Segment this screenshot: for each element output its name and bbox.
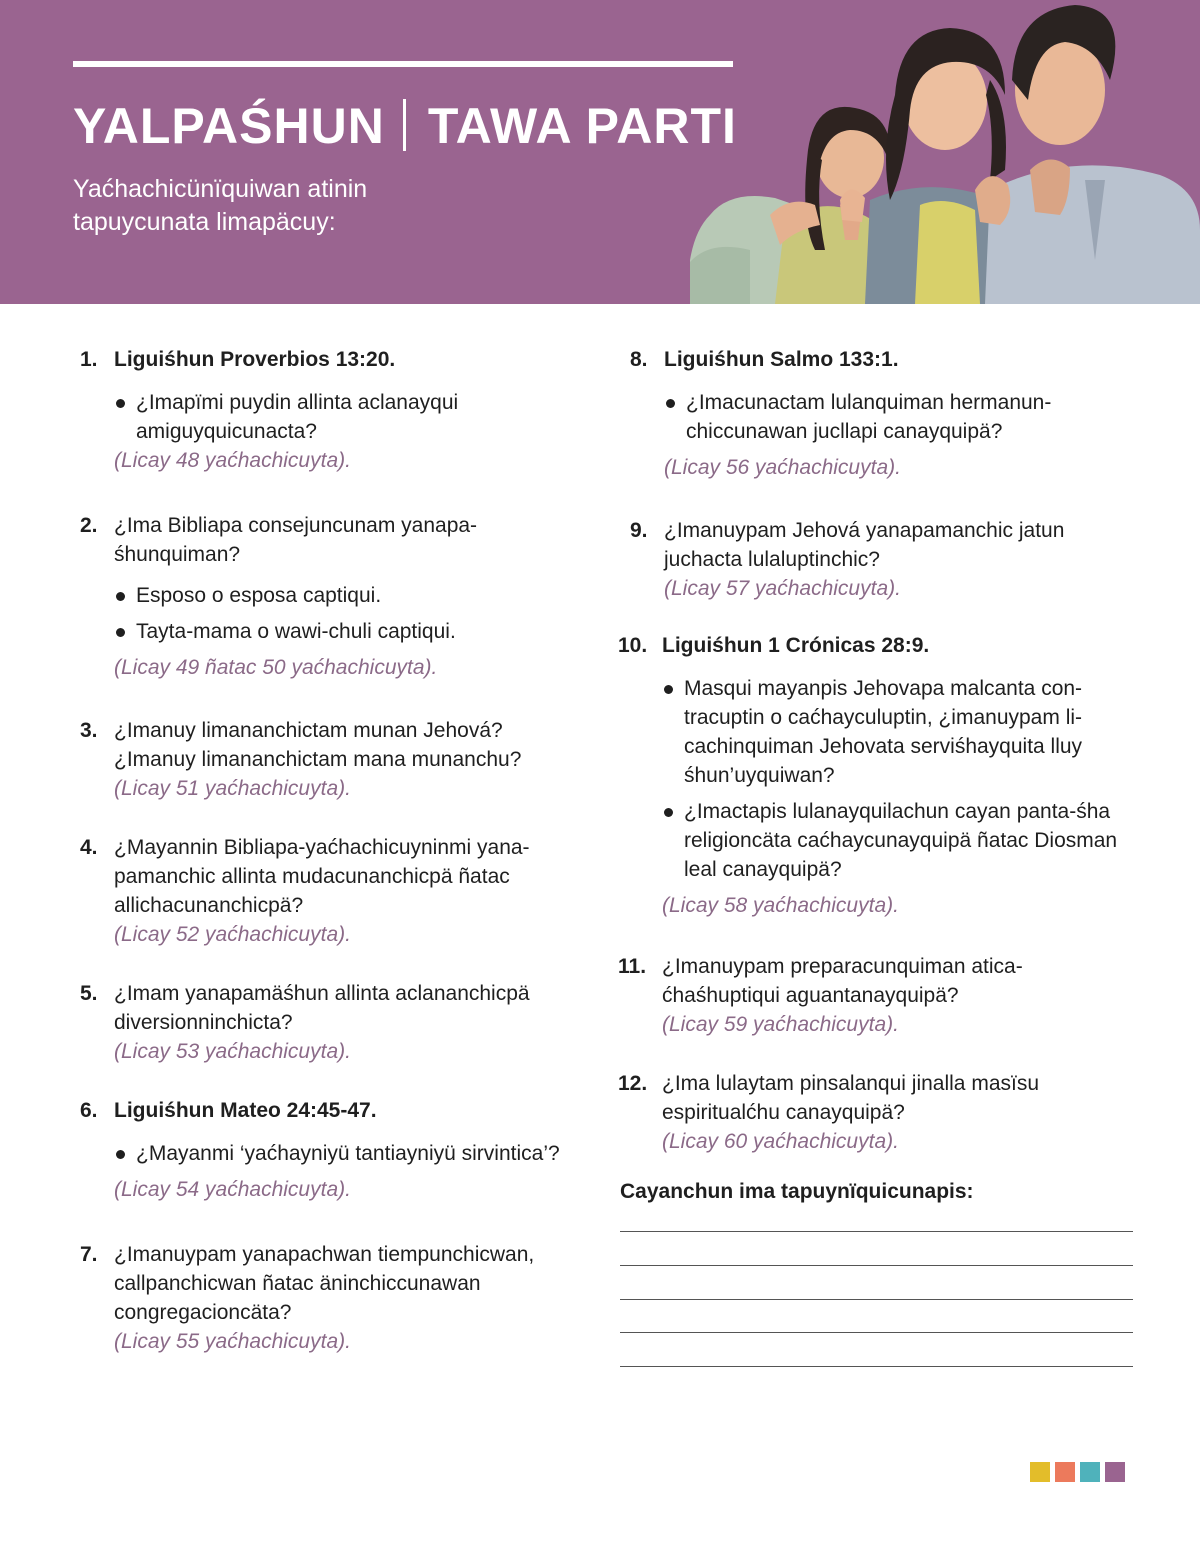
question-9 <box>618 516 1138 603</box>
swatch-teal <box>1080 1462 1100 1482</box>
question-4 <box>80 833 580 949</box>
color-swatches <box>1030 1462 1125 1482</box>
question-text: ¿Imanuypam yanapachwan tiempunchicwan, callpanchicwan ñatac äninchiccunawan congregacioncäta? <box>114 1243 535 1324</box>
question-text: ¿Imanuypam preparacunquiman atica-ćhaśhuptiqui aguantanayquipä? <box>662 955 1023 1007</box>
notes-line[interactable] <box>620 1332 1133 1333</box>
question-text: ¿Ima Bibliapa consejuncunam yanapa-śhunquiman? <box>114 514 478 566</box>
question-1 <box>80 345 580 475</box>
title-left: YALPAŚHUN <box>73 98 385 154</box>
question-number: 12. <box>618 1072 648 1095</box>
question-text: Liguiśhun Proverbios 13:20. <box>114 348 396 371</box>
question-number: 7. <box>80 1243 98 1266</box>
question-bullet: Tayta-mama o wawi-chuli captiqui. <box>114 617 580 646</box>
question-text: Liguiśhun Salmo 133:1. <box>664 348 899 371</box>
question-11 <box>618 952 1138 1039</box>
question-reference: (Licay 55 yaćhachicuyta). <box>114 1330 351 1353</box>
question-number: 2. <box>80 514 98 537</box>
question-3 <box>80 716 580 803</box>
question-number: 5. <box>80 982 98 1005</box>
question-reference: (Licay 54 yaćhachicuyta). <box>114 1178 351 1201</box>
title-separator <box>403 99 406 151</box>
swatch-yellow <box>1030 1462 1050 1482</box>
question-number: 11. <box>618 955 647 978</box>
title-right: TAWA PARTI <box>427 98 737 154</box>
question-reference: (Licay 53 yaćhachicuyta). <box>114 1040 351 1063</box>
question-number: 1. <box>80 348 98 371</box>
question-bullet: Masqui mayanpis Jehovapa malcanta con-tracuptin o caćhayculuptin, ¿imanuypam li-cachinquiman Jehovata serviśhayquita lluy śhun’uyquiwan? <box>662 674 1138 790</box>
question-reference: (Licay 58 yaćhachicuyta). <box>662 894 899 917</box>
question-reference: (Licay 49 ñatac 50 yaćhachicuyta). <box>114 656 438 679</box>
notes-title: Cayanchun ima tapuynïquicunapis: <box>620 1180 974 1203</box>
questions-right-column <box>618 345 1138 1156</box>
question-text: ¿Mayannin Bibliapa-yaćhachicuyninmi yana-pamanchic allinta mudacunanchicpä ñatac allichacunanchicpä? <box>114 836 530 917</box>
notes-line[interactable] <box>620 1231 1133 1232</box>
question-reference: (Licay 52 yaćhachicuyta). <box>114 923 351 946</box>
page-subtitle: Yaćhachicünïquiwan atinin tapuycunata limapäcuy: <box>73 175 368 236</box>
question-number: 6. <box>80 1099 98 1122</box>
question-reference: (Licay 57 yaćhachicuyta). <box>664 577 901 600</box>
page-title <box>73 98 737 154</box>
praying-family-illustration <box>690 0 1200 304</box>
question-reference: (Licay 60 yaćhachicuyta). <box>662 1130 899 1153</box>
question-10 <box>618 631 1138 920</box>
notes-line[interactable] <box>620 1366 1133 1367</box>
question-bullet: Esposo o esposa captiqui. <box>114 581 580 610</box>
question-text: ¿Imanuy limananchictam munan Jehová? ¿Imanuy limananchictam mana munanchu? <box>114 719 522 771</box>
question-7 <box>80 1240 580 1356</box>
question-text: ¿Ima lulaytam pinsalanqui jinalla masïsu espiritualćhu canayquipä? <box>662 1072 1040 1124</box>
question-8 <box>618 345 1138 482</box>
question-2 <box>80 511 580 682</box>
question-5 <box>80 979 580 1066</box>
swatch-orange <box>1055 1462 1075 1482</box>
swatch-purple <box>1105 1462 1125 1482</box>
question-reference: (Licay 56 yaćhachicuyta). <box>664 456 901 479</box>
questions-left-column <box>80 345 580 1356</box>
question-number: 3. <box>80 719 98 742</box>
question-reference: (Licay 48 yaćhachicuyta). <box>114 449 351 472</box>
question-12 <box>618 1069 1138 1156</box>
question-bullet: ¿Imapïmi puydin allinta aclanayqui amiguyquicunacta? <box>114 388 580 446</box>
question-number: 8. <box>630 348 648 371</box>
notes-line[interactable] <box>620 1299 1133 1300</box>
question-reference: (Licay 59 yaćhachicuyta). <box>662 1013 899 1036</box>
question-bullet: ¿Imacunactam lulanquiman hermanun-chiccunawan jucllapi canayquipä? <box>664 388 1138 446</box>
question-text: ¿Imam yanapamäśhun allinta aclananchicpä diversionninchicta? <box>114 982 530 1034</box>
question-bullet: ¿Imactapis lulanayquilachun cayan panta-śha religioncäta caćhaycunayquipä ñatac Diosman leal canayquipä? <box>662 797 1138 884</box>
question-text: ¿Imanuypam Jehová yanapamanchic jatun juchacta lulaluptinchic? <box>664 519 1065 571</box>
question-6 <box>80 1096 580 1204</box>
question-text: Liguiśhun Mateo 24:45-47. <box>114 1099 377 1122</box>
question-number: 4. <box>80 836 98 859</box>
question-reference: (Licay 51 yaćhachicuyta). <box>114 777 351 800</box>
question-number: 9. <box>630 519 648 542</box>
header-rule <box>73 61 733 67</box>
question-bullet: ¿Mayanmi ‘yaćhayniyü tantiayniyü sirvintica’? <box>114 1139 580 1168</box>
question-number: 10. <box>618 634 648 657</box>
header-banner <box>0 0 1200 304</box>
question-text: Liguiśhun 1 Crónicas 28:9. <box>662 634 930 657</box>
notes-line[interactable] <box>620 1265 1133 1266</box>
